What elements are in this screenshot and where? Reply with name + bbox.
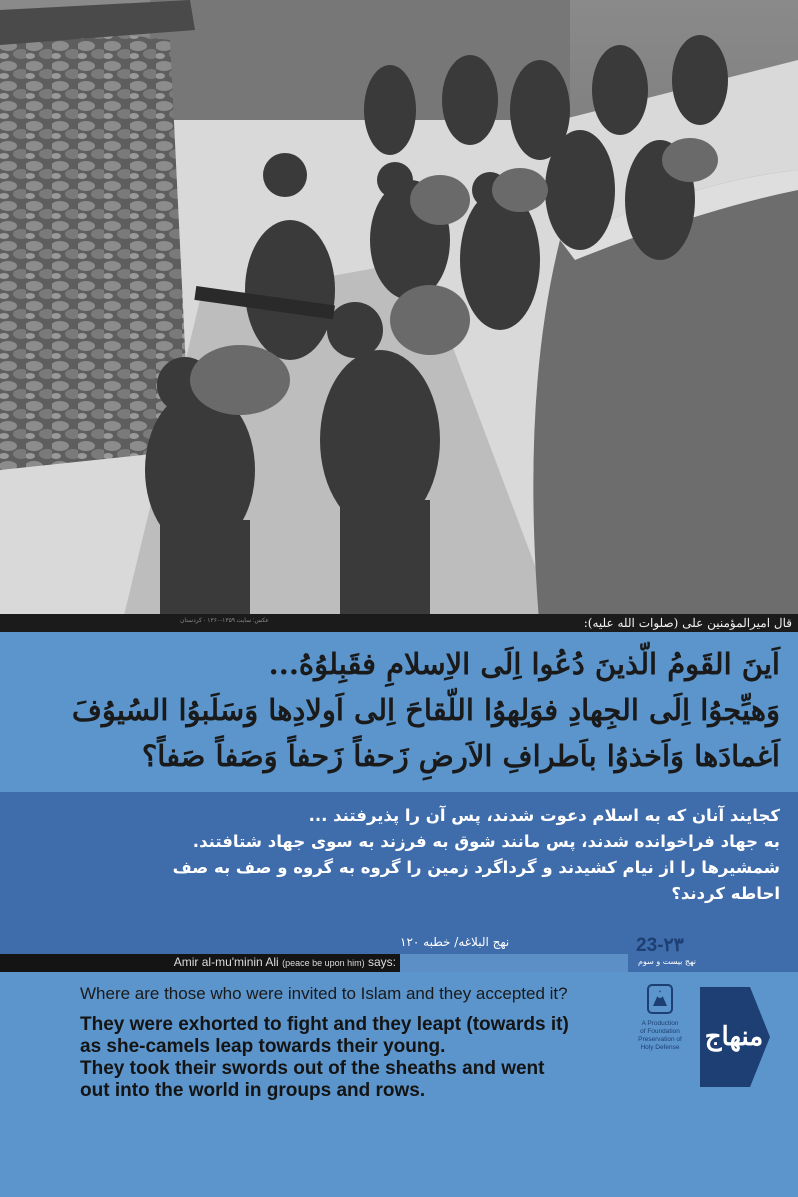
foundation-credit xyxy=(636,982,684,1052)
arabic-line-1: اَینَ القَومُ الّذینَ دُعُوا اِلَی الاِسلامِ فقَبِلوُهُ... xyxy=(268,647,780,681)
arabic-quote xyxy=(0,632,798,792)
speaker-attribution xyxy=(174,955,396,969)
side-panel xyxy=(628,972,798,1197)
source-reference: نهج البلاغه/ خطبه ۱۲۰ xyxy=(400,935,510,949)
persian-translation xyxy=(0,792,798,932)
production-line-2: of Foundation xyxy=(640,1028,680,1035)
speaker-name: Amir al-mu'minin Ali xyxy=(173,955,279,969)
persian-line-3: شمشیرها را از نیام کشیدند و گرداگرد زمین را گروه به گروه و صف به صف xyxy=(172,858,780,877)
production-line-4: Holy Defense xyxy=(640,1044,680,1051)
english-line-4: They took their swords out of the sheaths and went xyxy=(80,1058,545,1079)
minhaj-logo xyxy=(690,977,776,1097)
arabic-line-2: وَهیِّجوُا اِلَی الجِهادِ فوَلِهوُا اللّقاحَ اِلی اَولادِها وَسَلَبوُا السُیوُفَ xyxy=(71,693,780,727)
photo-credit: عکس: سایت ۱۳۵۹-۱۳۶۰ · کردستان xyxy=(180,618,269,624)
poster-number-sub: نهج بیست و سوم xyxy=(638,957,696,966)
speaker-honorific: (peace be upon him) xyxy=(282,958,365,968)
arabic-line-3: اَغمادَها وَاَخذوُا باَطرافِ الاَرضِ زَحفاً زَحفاً وَصَفاً صَفاً؟ xyxy=(141,739,780,773)
english-translation xyxy=(0,972,628,1197)
english-line-3: as she-camels leap towards their young. xyxy=(80,1036,446,1057)
persian-line-4: احاطه کردند؟ xyxy=(671,884,780,903)
speaker-bar xyxy=(0,954,400,972)
poster-number: 23-۲۳ xyxy=(636,935,684,956)
caption-label: قال امیرالمؤمنین علی (صلوات الله علیه): xyxy=(583,616,792,630)
number-box xyxy=(628,932,798,972)
production-line-1: A Production xyxy=(641,1020,679,1027)
persian-line-1: کجایند آنان که به اسلام دعوت شدند، پس آن را پذیرفتند ... xyxy=(308,806,780,825)
source-bar xyxy=(0,932,628,954)
svg-text:منهاج: منهاج xyxy=(704,1022,764,1052)
persian-line-2: به جهاد فراخوانده شدند، پس مانند شوق به فرزند به سوی جهاد شتافتند. xyxy=(192,832,780,851)
english-line-2: They were exhorted to fight and they leapt (towards it) xyxy=(80,1014,569,1035)
english-line-1: Where are those who were invited to Islam and they accepted it? xyxy=(80,984,568,1003)
english-line-5: out into the world in groups and rows. xyxy=(80,1080,426,1101)
speaker-says: says: xyxy=(367,955,396,969)
foundation-emblem-icon xyxy=(645,982,675,1016)
caption-strip xyxy=(0,614,798,632)
production-line-3: Preservation of xyxy=(638,1036,682,1043)
